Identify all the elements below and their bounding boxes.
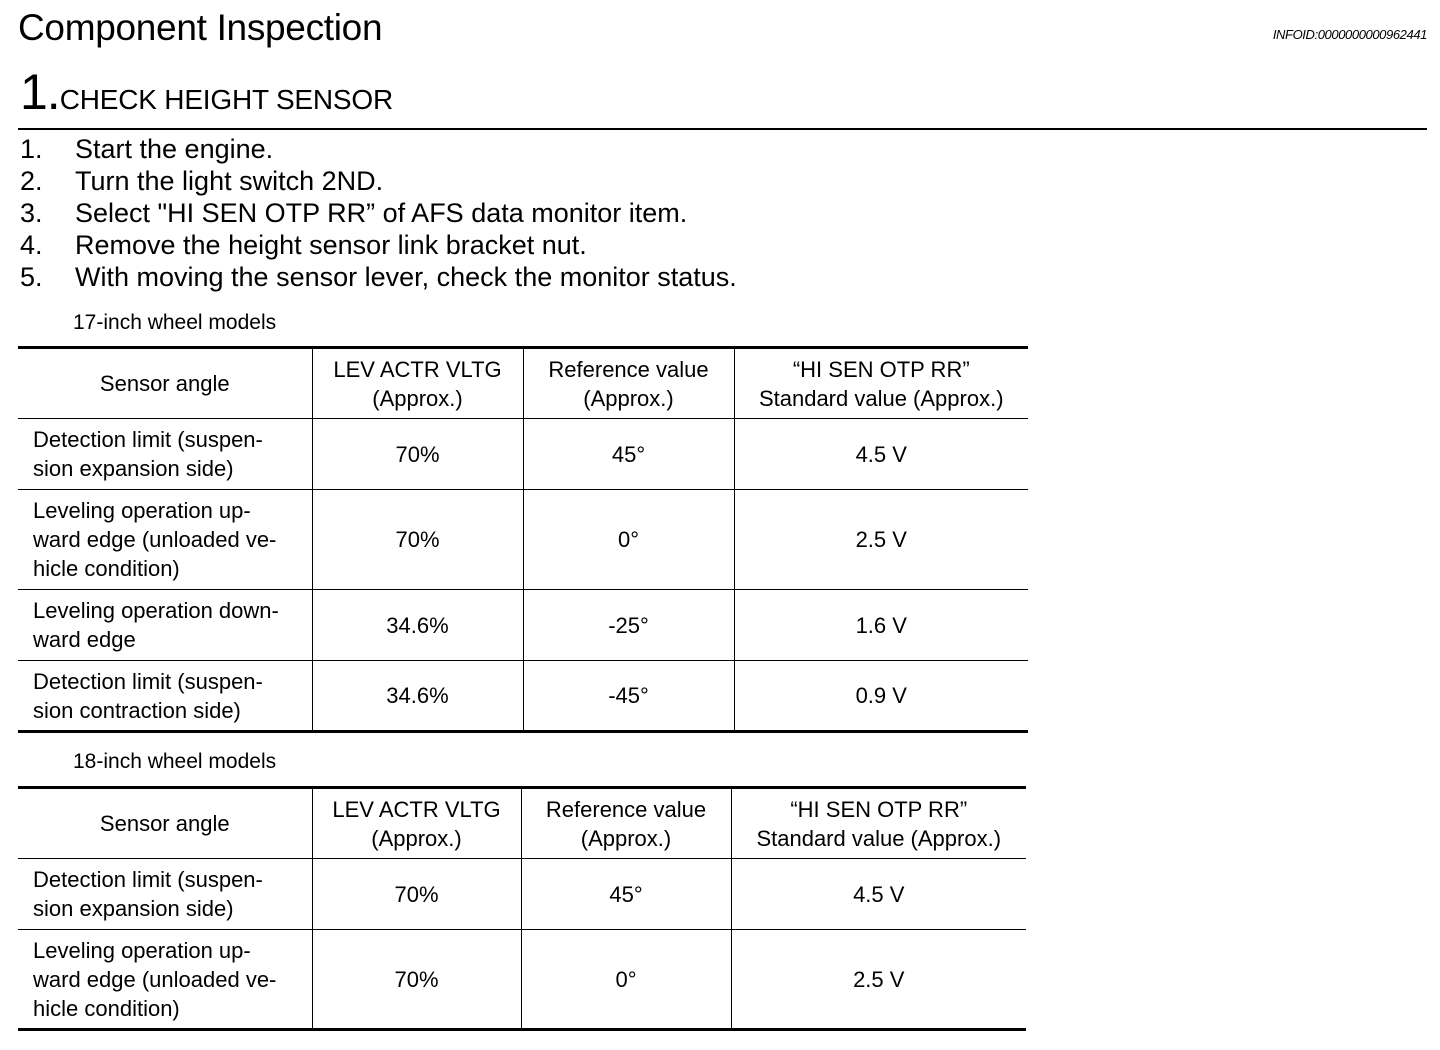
procedure-step-number: 3. [20,198,43,228]
table-caption-18-inch: 18-inch wheel models [73,750,277,773]
sensor-angle-cell: Detection limit (suspen- sion expansion side) [18,419,312,490]
reference-value-cell: 45° [523,419,734,490]
procedure-step-text: Remove the height sensor link bracket nut. [75,230,587,260]
lev-actr-vltg-cell: 70% [312,490,523,590]
procedure-step [20,165,737,197]
header-standard-value: “HI SEN OTP RR” Standard value (Approx.) [731,788,1026,859]
procedure-step-number: 5. [20,262,43,292]
reference-value-cell: 0° [521,930,731,1030]
reference-value-cell: -25° [523,590,734,661]
procedure-step-text: Turn the light switch 2ND. [75,166,384,196]
procedure-step-text: With moving the sensor lever, check the monitor status. [75,262,737,292]
procedure-list [20,133,737,293]
header-lev-actr-vltg: LEV ACTR VLTG (Approx.) [312,788,521,859]
reference-value-cell: 45° [521,859,731,930]
standard-value-cell: 4.5 V [734,419,1028,490]
sensor-angle-cell: Leveling operation down- ward edge [18,590,312,661]
step-heading [20,64,393,128]
lev-actr-vltg-cell: 70% [312,859,521,930]
lev-actr-vltg-cell: 34.6% [312,661,523,732]
info-id: INFOID:0000000000962441 [1272,27,1427,42]
sensor-table-17-inch [18,346,1028,733]
procedure-step [20,229,737,261]
header-standard-value: “HI SEN OTP RR” Standard value (Approx.) [734,348,1028,419]
sensor-angle-cell: Detection limit (suspen- sion contraction side) [18,661,312,732]
table-row [18,930,1026,1030]
header-lev-actr-vltg: LEV ACTR VLTG (Approx.) [312,348,523,419]
table-header-row [18,788,1026,859]
sensor-table-18-inch [18,786,1026,1031]
page-title: Component Inspection [18,7,383,48]
table-row [18,419,1028,490]
sensor-angle-cell: Leveling operation up- ward edge (unloaded ve- hicle condition) [18,490,312,590]
header-reference-value: Reference value (Approx.) [521,788,731,859]
standard-value-cell: 0.9 V [734,661,1028,732]
heading-divider [18,128,1427,130]
table-row [18,859,1026,930]
procedure-step [20,133,737,165]
lev-actr-vltg-cell: 34.6% [312,590,523,661]
procedure-step [20,261,737,293]
table-row [18,490,1028,590]
table-header-row [18,348,1028,419]
sensor-angle-cell: Detection limit (suspen- sion expansion side) [18,859,312,930]
procedure-step-text: Select "HI SEN OTP RR” of AFS data monitor item. [75,198,688,228]
step-number: 1. [20,64,60,120]
standard-value-cell: 1.6 V [734,590,1028,661]
procedure-step-text: Start the engine. [75,134,274,164]
procedure-step [20,197,737,229]
lev-actr-vltg-cell: 70% [312,419,523,490]
standard-value-cell: 4.5 V [731,859,1026,930]
procedure-step-number: 2. [20,166,43,196]
standard-value-cell: 2.5 V [731,930,1026,1030]
table-row [18,661,1028,732]
procedure-step-number: 4. [20,230,43,260]
sensor-angle-cell: Leveling operation up- ward edge (unloaded ve- hicle condition) [18,930,312,1030]
header-sensor-angle: Sensor angle [18,348,312,419]
table-row [18,590,1028,661]
lev-actr-vltg-cell: 70% [312,930,521,1030]
step-title: CHECK HEIGHT SENSOR [59,84,393,115]
header-reference-value: Reference value (Approx.) [523,348,734,419]
header-sensor-angle: Sensor angle [18,788,312,859]
procedure-step-number: 1. [20,134,43,164]
reference-value-cell: 0° [523,490,734,590]
table-caption-17-inch: 17-inch wheel models [73,311,277,334]
standard-value-cell: 2.5 V [734,490,1028,590]
reference-value-cell: -45° [523,661,734,732]
